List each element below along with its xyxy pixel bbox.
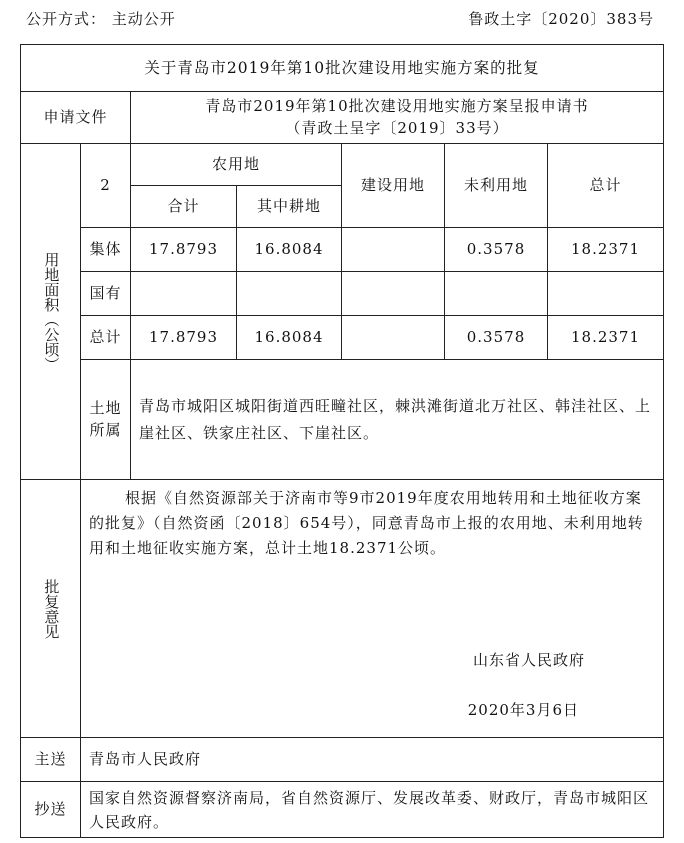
table-row bbox=[21, 272, 664, 316]
cell-total: 18.2371 bbox=[548, 316, 664, 360]
disclosure-method: 公开方式： 主动公开 bbox=[26, 10, 176, 28]
approval-text: 根据《自然资源部关于济南市等9市2019年度农用地转用和土地征收方案的批复》（自然资函〔2018〕654号），同意青岛市上报的农用地、未利用地转用和土地征收实施方案，总计土地18.2371公顷。 bbox=[89, 489, 644, 557]
cell-construction bbox=[342, 272, 445, 316]
cell-construction bbox=[342, 228, 445, 272]
land-ownership-label-line1: 土地 bbox=[89, 398, 122, 417]
application-ref: （青政土呈字〔2019〕33号） bbox=[285, 118, 509, 137]
document-title: 关于青岛市2019年第10批次建设用地实施方案的批复 bbox=[21, 45, 664, 92]
issuing-authority: 山东省人民政府 bbox=[473, 651, 586, 669]
cell-cultivated bbox=[237, 272, 342, 316]
main-recipient: 青岛市人民政府 bbox=[81, 738, 664, 782]
row-label: 国有 bbox=[81, 272, 131, 316]
cultivated-header: 其中耕地 bbox=[237, 186, 342, 228]
cell-unused: 0.3578 bbox=[445, 228, 548, 272]
land-ownership-label-line2: 所属 bbox=[89, 420, 122, 439]
subtotal-header: 合计 bbox=[131, 186, 237, 228]
approval-form-table bbox=[20, 44, 664, 838]
issue-date: 2020年3月6日 bbox=[467, 701, 580, 719]
unused-land-header: 未利用地 bbox=[445, 144, 548, 228]
cell-total bbox=[548, 272, 664, 316]
land-ownership-text: 青岛市城阳区城阳街道西旺疃社区，棘洪滩街道北万社区、韩洼社区、上崖社区、铁家庄社区、下崖社区。 bbox=[131, 360, 664, 480]
cell-cultivated: 16.8084 bbox=[237, 316, 342, 360]
total-header: 总计 bbox=[548, 144, 664, 228]
batch-number: 2 bbox=[81, 144, 131, 228]
approval-opinion-label bbox=[21, 480, 81, 738]
cell-subtotal: 17.8793 bbox=[131, 316, 237, 360]
cell-unused: 0.3578 bbox=[445, 316, 548, 360]
application-label: 申请文件 bbox=[21, 92, 131, 144]
table-row bbox=[21, 316, 664, 360]
construction-land-header: 建设用地 bbox=[342, 144, 445, 228]
application-file bbox=[131, 92, 664, 144]
table-row bbox=[21, 228, 664, 272]
land-area-section-label bbox=[21, 144, 81, 480]
document-number: 鲁政土字〔2020〕383号 bbox=[468, 10, 654, 28]
main-recipient-label: 主送 bbox=[21, 738, 81, 782]
agricultural-land-header: 农用地 bbox=[131, 144, 342, 186]
application-title: 青岛市2019年第10批次建设用地实施方案呈报申请书 bbox=[205, 96, 589, 115]
cell-total: 18.2371 bbox=[548, 228, 664, 272]
approval-opinion bbox=[81, 480, 664, 738]
approval-opinion-label-text: 批复意见 bbox=[42, 578, 61, 639]
land-ownership-label bbox=[81, 360, 131, 480]
cc-recipients: 国家自然资源督察济南局，省自然资源厅、发展改革委、财政厅，青岛市城阳区人民政府。 bbox=[81, 782, 664, 838]
row-label: 集体 bbox=[81, 228, 131, 272]
cc-label: 抄送 bbox=[21, 782, 81, 838]
cell-construction bbox=[342, 316, 445, 360]
cell-cultivated: 16.8084 bbox=[237, 228, 342, 272]
cell-subtotal bbox=[131, 272, 237, 316]
land-area-label-text: 用地面积（公顷） bbox=[42, 251, 61, 372]
row-label: 总计 bbox=[81, 316, 131, 360]
cell-subtotal: 17.8793 bbox=[131, 228, 237, 272]
cell-unused bbox=[445, 272, 548, 316]
